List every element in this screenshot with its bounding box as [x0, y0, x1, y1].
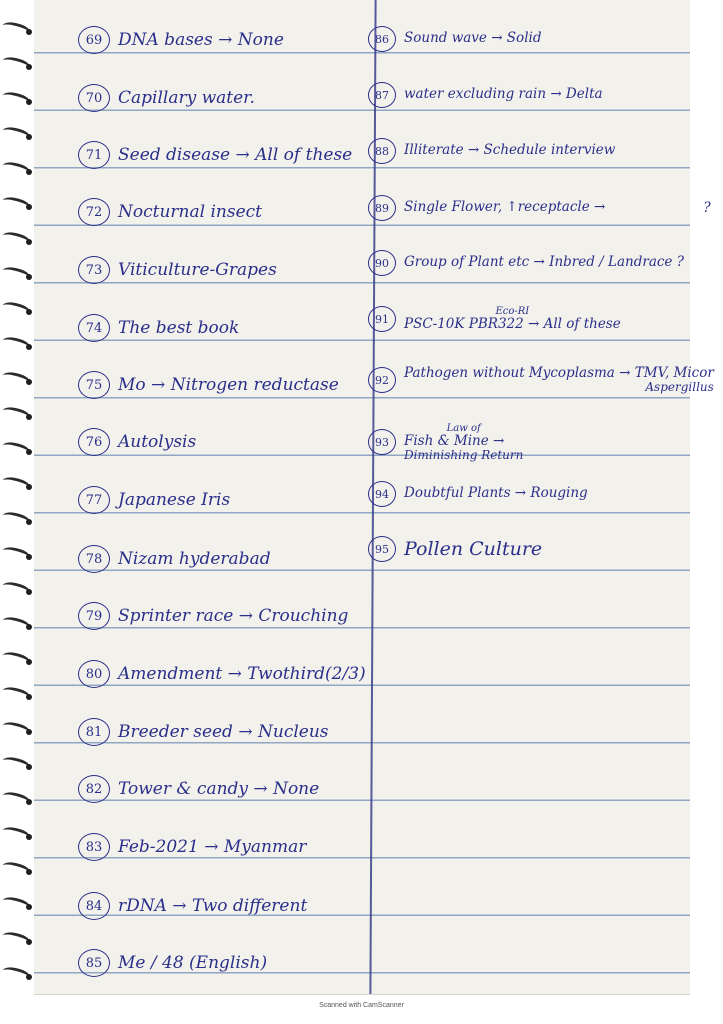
spiral-ring: [2, 827, 34, 839]
question-number-circle: 83: [78, 833, 110, 861]
answer-entry: [78, 428, 196, 456]
answer-text: rDNA → Two different: [118, 896, 308, 916]
spiral-ring: [2, 22, 34, 34]
answer-text: Japanese Iris: [118, 490, 231, 510]
spiral-ring: [2, 407, 34, 419]
answer-entry: [368, 26, 541, 52]
question-number-circle: 93: [368, 429, 396, 455]
answer-text: Seed disease → All of these: [118, 145, 353, 165]
answer-text: Pathogen without Mycoplasma → TMV, Micor: [404, 365, 714, 382]
spiral-binding: [0, 0, 60, 994]
answer-continuation: Aspergillus: [645, 379, 714, 394]
spiral-ring: [2, 582, 34, 594]
answer-text: Feb-2021 → Myanmar: [118, 837, 307, 857]
answer-text: Tower & candy → None: [118, 779, 320, 799]
spiral-ring: [2, 967, 34, 979]
spiral-ring: [2, 932, 34, 944]
answer-text: Sound wave → Solid: [404, 30, 542, 47]
question-number-circle: 85: [78, 949, 110, 977]
answer-entry: [78, 718, 329, 746]
answer-text: Nizam hyderabad: [118, 549, 271, 569]
answer-superscript: Law of: [446, 423, 481, 434]
answer-entry: [78, 141, 352, 169]
answer-block: [404, 32, 541, 46]
answer-text: Capillary water.: [118, 88, 255, 108]
question-number-circle: 72: [78, 198, 110, 226]
question-number-circle: 92: [368, 367, 396, 393]
spiral-ring: [2, 617, 34, 629]
spiral-ring: [2, 547, 34, 559]
answer-text: Sprinter race → Crouching: [118, 606, 349, 626]
question-number-circle: 75: [78, 371, 110, 399]
question-number-circle: 80: [78, 660, 110, 688]
spiral-ring: [2, 337, 34, 349]
answer-entry: [78, 371, 339, 399]
question-number-circle: 91: [368, 306, 396, 332]
answer-entry: [78, 775, 319, 803]
question-number-circle: 71: [78, 141, 110, 169]
answer-entry: [78, 833, 306, 861]
spiral-ring: [2, 862, 34, 874]
question-number-circle: 82: [78, 775, 110, 803]
answer-block: [404, 367, 714, 393]
spiral-ring: [2, 897, 34, 909]
answer-entry: [78, 256, 277, 284]
scanner-watermark: Scanned with CamScanner: [319, 1002, 404, 1009]
answer-text: Pollen Culture: [404, 537, 543, 560]
spiral-ring: [2, 302, 34, 314]
answer-text: Me / 48 (English): [118, 953, 268, 973]
answer-block: [404, 88, 603, 102]
question-number-circle: 79: [78, 602, 110, 630]
answer-text: Fish & Mine →: [404, 433, 505, 449]
spiral-ring: [2, 722, 34, 734]
answer-text: PSC-10K PBR322 → All of these: [404, 315, 621, 332]
answer-entry: [368, 481, 588, 507]
question-mark: ?: [703, 200, 711, 216]
question-number-circle: 78: [78, 545, 110, 573]
answer-entry: [78, 26, 284, 54]
answer-entry: [368, 82, 603, 108]
spiral-ring: [2, 687, 34, 699]
answer-text: Nocturnal insect: [118, 202, 262, 222]
answer-block: [404, 144, 615, 158]
answer-entry: [78, 198, 262, 226]
question-number-circle: 70: [78, 84, 110, 112]
spiral-ring: [2, 512, 34, 524]
answer-block: [404, 537, 543, 560]
answer-entry: [368, 138, 615, 164]
spiral-ring: [2, 267, 34, 279]
answer-entry: [78, 892, 307, 920]
answer-entry: [78, 486, 230, 514]
answer-block: [404, 424, 523, 461]
spiral-ring: [2, 372, 34, 384]
answer-text: Breeder seed → Nucleus: [118, 722, 329, 742]
answer-entry: [78, 84, 255, 112]
answer-text: Group of Plant etc → Inbred / Landrace ?: [404, 254, 684, 271]
question-number-circle: 81: [78, 718, 110, 746]
answer-text: Single Flower, ↑receptacle →: [404, 199, 606, 216]
answer-text: Amendment → Twothird(2/3): [118, 664, 366, 684]
question-number-circle: 86: [368, 26, 396, 52]
question-number-circle: 84: [78, 892, 110, 920]
spiral-ring: [2, 57, 34, 69]
answer-superscript: Eco-RI: [495, 305, 530, 317]
question-number-circle: 77: [78, 486, 110, 514]
question-number-circle: 94: [368, 481, 396, 507]
answer-entry: [78, 314, 239, 342]
spiral-ring: [2, 792, 34, 804]
answer-text: Autolysis: [118, 432, 197, 452]
answer-text: Illiterate → Schedule interview: [404, 142, 616, 159]
spiral-ring: [2, 757, 34, 769]
question-number-circle: 76: [78, 428, 110, 456]
answer-text: water excluding rain → Delta: [404, 86, 603, 103]
question-number-circle: 74: [78, 314, 110, 342]
question-number-circle: 73: [78, 256, 110, 284]
answer-entry: [368, 195, 711, 221]
spiral-ring: [2, 92, 34, 104]
answer-block: [404, 256, 684, 270]
answer-entry: [78, 545, 271, 573]
question-number-circle: 95: [368, 536, 396, 562]
answer-entry: [78, 949, 267, 977]
answer-entry: [368, 367, 714, 393]
answer-block: [404, 487, 588, 501]
question-number-circle: 69: [78, 26, 110, 54]
question-number-circle: 89: [368, 195, 396, 221]
spiral-ring: [2, 442, 34, 454]
spiral-ring: [2, 127, 34, 139]
answer-continuation: Diminishing Return: [404, 447, 524, 462]
answer-block: [404, 307, 621, 332]
spiral-ring: [2, 162, 34, 174]
answer-text: Viticulture-Grapes: [118, 260, 277, 280]
answer-text: Doubtful Plants → Rouging: [404, 485, 588, 502]
spiral-ring: [2, 197, 34, 209]
question-number-circle: 90: [368, 250, 396, 276]
answer-entry: [78, 602, 348, 630]
spiral-ring: [2, 232, 34, 244]
answer-entry: [78, 660, 366, 688]
answer-entry: [368, 424, 523, 461]
answer-entry: [368, 250, 684, 276]
question-number-circle: 88: [368, 138, 396, 164]
answer-text: The best book: [118, 318, 240, 338]
answer-text: DNA bases → None: [118, 30, 284, 50]
answer-block: [404, 201, 605, 215]
answer-entry: [368, 536, 542, 562]
spiral-ring: [2, 477, 34, 489]
spiral-ring: [2, 652, 34, 664]
answer-entry: [368, 306, 621, 332]
question-number-circle: 87: [368, 82, 396, 108]
answer-text: Mo → Nitrogen reductase: [118, 375, 339, 395]
